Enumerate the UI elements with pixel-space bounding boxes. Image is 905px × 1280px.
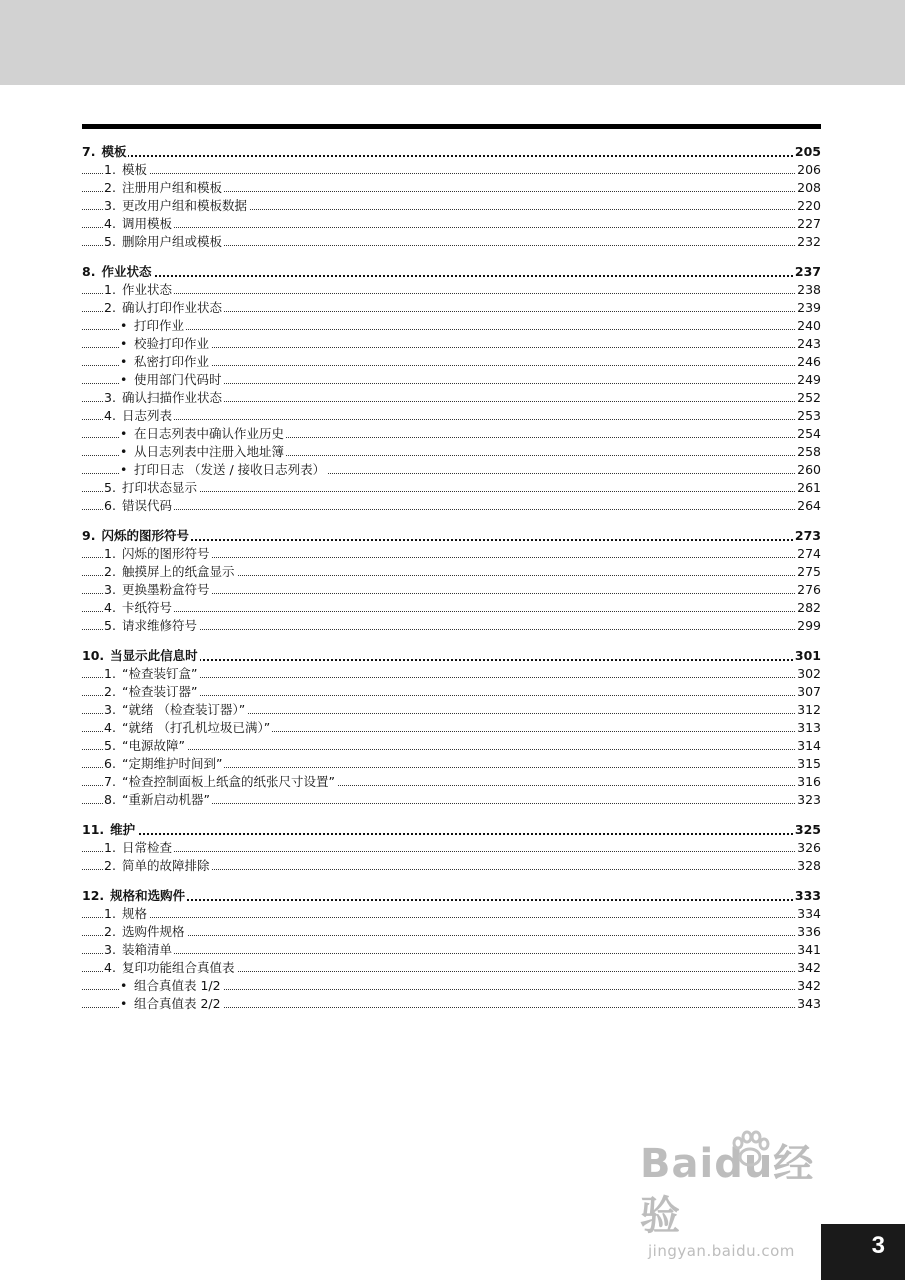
watermark-url: jingyan.baidu.com <box>648 1242 795 1260</box>
toc-subitem-row[interactable] <box>82 977 821 995</box>
toc-entry-number: 2. <box>104 924 116 939</box>
toc-entry-label <box>82 528 191 543</box>
toc-entry-number: 1. <box>104 546 116 561</box>
toc-subitem-row[interactable] <box>82 443 821 461</box>
section-gap <box>82 875 821 887</box>
toc-chapter-row[interactable] <box>82 263 821 281</box>
toc-entry-label <box>120 372 224 387</box>
toc-page-number: 342 <box>797 978 821 993</box>
toc-item-row[interactable] <box>82 839 821 857</box>
section-gap <box>82 635 821 647</box>
toc-page-number: 238 <box>797 282 821 297</box>
toc-item-row[interactable] <box>82 581 821 599</box>
toc-item-row[interactable] <box>82 197 821 215</box>
toc-subitem-row[interactable] <box>82 461 821 479</box>
dot-leader <box>82 833 821 835</box>
toc-page-number: 323 <box>797 792 821 807</box>
dot-leader <box>82 749 821 750</box>
toc-page-number: 206 <box>797 162 821 177</box>
toc-entry-number: 4. <box>104 720 116 735</box>
top-rule <box>82 124 821 129</box>
toc-entry-title: “就绪 （打孔机垃圾已满）” <box>122 720 271 735</box>
toc-entry-title: 打印作业 <box>134 318 185 333</box>
toc-page-number: 264 <box>797 498 821 513</box>
toc-page-number: 273 <box>794 528 821 543</box>
toc-entry-title: “定期维护时间到” <box>122 756 223 771</box>
toc-entry-title: 规格 <box>122 906 148 921</box>
bullet-icon: • <box>120 372 128 387</box>
toc-entry-title: “重新启动机器” <box>122 792 210 807</box>
toc-entry-label <box>104 666 199 681</box>
watermark-logo: Baidu经验 <box>640 1141 815 1239</box>
page-number: 3 <box>871 1232 885 1259</box>
toc-page-number: 325 <box>794 822 821 837</box>
toc-entry-label <box>104 198 249 213</box>
toc-page-number: 301 <box>794 648 821 663</box>
toc-page-number: 341 <box>797 942 821 957</box>
toc-entry-label <box>120 462 327 477</box>
toc-entry-label <box>104 498 174 513</box>
toc-item-row[interactable] <box>82 905 821 923</box>
toc-entry-title: “检查装订器” <box>122 684 198 699</box>
toc-item-row[interactable] <box>82 617 821 635</box>
toc-item-row[interactable] <box>82 233 821 251</box>
paw-icon <box>725 1130 775 1170</box>
toc-subitem-row[interactable] <box>82 371 821 389</box>
toc-entry-number: 1. <box>104 162 116 177</box>
bullet-icon: • <box>120 444 128 459</box>
toc-entry-title: “检查控制面板上纸盒的纸张尺寸设置” <box>122 774 335 789</box>
toc-entry-number: 3. <box>104 390 116 405</box>
toc-entry-title: 调用模板 <box>122 216 173 231</box>
dot-leader <box>82 611 821 612</box>
toc-entry-number: 1. <box>104 840 116 855</box>
toc-entry-number: 7. <box>82 144 96 159</box>
dot-leader <box>82 539 821 541</box>
toc-entry-title: 选购件规格 <box>122 924 185 939</box>
dot-leader <box>82 155 821 157</box>
toc-entry-label <box>104 564 237 579</box>
toc-entry-number: 1. <box>104 906 116 921</box>
toc-entry-title: 更改用户组和模板数据 <box>122 198 248 213</box>
toc-entry-title: 从日志列表中注册入地址簿 <box>134 444 285 459</box>
toc-page-number: 328 <box>797 858 821 873</box>
dot-leader <box>82 419 821 420</box>
toc-page-number: 307 <box>797 684 821 699</box>
toc-entry-label <box>104 162 149 177</box>
toc-page-number: 252 <box>797 390 821 405</box>
toc-page-number: 240 <box>797 318 821 333</box>
toc-entry-label <box>82 648 200 663</box>
toc-subitem-row[interactable] <box>82 353 821 371</box>
toc-page-number: 274 <box>797 546 821 561</box>
toc-entry-title: “检查装钉盒” <box>122 666 198 681</box>
toc-entry-label <box>120 354 211 369</box>
toc-entry-title: 删除用户组或模板 <box>122 234 223 249</box>
toc-entry-title: 模板 <box>101 144 127 159</box>
toc-entry-label <box>120 336 211 351</box>
toc-page-number: 312 <box>797 702 821 717</box>
toc-entry-label <box>120 318 186 333</box>
toc-entry-title: 装箱清单 <box>122 942 173 957</box>
bullet-icon: • <box>120 426 128 441</box>
toc-entry-title: 日常检查 <box>122 840 173 855</box>
toc-item-row[interactable] <box>82 755 821 773</box>
toc-page-number: 282 <box>797 600 821 615</box>
toc-entry-label <box>104 738 187 753</box>
toc-entry-label <box>104 546 212 561</box>
dot-leader <box>82 275 821 277</box>
toc-item-row[interactable] <box>82 683 821 701</box>
toc-item-row[interactable] <box>82 497 821 515</box>
toc-page-number: 258 <box>797 444 821 459</box>
toc-entry-number: 11. <box>82 822 105 837</box>
toc-entry-number: 9. <box>82 528 96 543</box>
toc-item-row[interactable] <box>82 479 821 497</box>
toc-subitem-row[interactable] <box>82 317 821 335</box>
toc-page-number: 260 <box>797 462 821 477</box>
toc-entry-label <box>82 888 187 903</box>
bullet-icon: • <box>120 354 128 369</box>
toc-entry-number: 12. <box>82 888 105 903</box>
toc-entry-title: 组合真值表 2/2 <box>134 996 221 1011</box>
toc-entry-number: 2. <box>104 300 116 315</box>
toc-page-number: 314 <box>797 738 821 753</box>
toc-item-row[interactable] <box>82 563 821 581</box>
toc-entry-title: 打印日志 （发送 / 接收日志列表） <box>134 462 326 477</box>
toc-entry-title: 使用部门代码时 <box>134 372 222 387</box>
toc-page-number: 313 <box>797 720 821 735</box>
toc-page-number: 275 <box>797 564 821 579</box>
toc-entry-label <box>82 822 137 837</box>
toc-entry-label <box>82 264 153 279</box>
toc-entry-title: 注册用户组和模板 <box>122 180 223 195</box>
toc-entry-title: 触摸屏上的纸盒显示 <box>122 564 235 579</box>
toc-entry-label <box>104 684 199 699</box>
toc-page-number: 326 <box>797 840 821 855</box>
toc-page-number: 316 <box>797 774 821 789</box>
toc-entry-number: 5. <box>104 234 116 249</box>
dot-leader <box>82 917 821 918</box>
toc-entry-title: 规格和选购件 <box>110 888 186 903</box>
toc-entry-number: 5. <box>104 738 116 753</box>
toc-entry-number: 2. <box>104 564 116 579</box>
toc-item-row[interactable] <box>82 923 821 941</box>
toc-entry-number: 5. <box>104 618 116 633</box>
dot-leader <box>82 899 821 901</box>
toc-item-row[interactable] <box>82 389 821 407</box>
toc-item-row[interactable] <box>82 599 821 617</box>
toc-subitem-row[interactable] <box>82 995 821 1013</box>
toc-entry-label <box>104 858 212 873</box>
toc-subitem-row[interactable] <box>82 425 821 443</box>
toc-entry-title: 确认扫描作业状态 <box>122 390 223 405</box>
toc-entry-number: 2. <box>104 858 116 873</box>
toc-item-row[interactable] <box>82 719 821 737</box>
toc-entry-number: 4. <box>104 408 116 423</box>
toc-entry-label <box>104 618 199 633</box>
toc-entry-number: 5. <box>104 480 116 495</box>
toc-entry-label <box>104 756 224 771</box>
toc-page-number: 342 <box>797 960 821 975</box>
toc-entry-label <box>104 480 199 495</box>
toc-entry-number: 4. <box>104 216 116 231</box>
bullet-icon: • <box>120 996 128 1011</box>
toc-item-row[interactable] <box>82 941 821 959</box>
toc-entry-label <box>104 408 174 423</box>
dot-leader <box>82 509 821 510</box>
toc-chapter-row[interactable] <box>82 887 821 905</box>
dot-leader <box>82 227 821 228</box>
toc-entry-title: 更换墨粉盒符号 <box>122 582 210 597</box>
toc-entry-label <box>104 582 212 597</box>
toc-entry-number: 4. <box>104 960 116 975</box>
toc-entry-title: 确认打印作业状态 <box>122 300 223 315</box>
toc-entry-number: 10. <box>82 648 105 663</box>
bullet-icon: • <box>120 978 128 993</box>
toc-item-row[interactable] <box>82 215 821 233</box>
toc-page-number: 208 <box>797 180 821 195</box>
toc-entry-number: 4. <box>104 600 116 615</box>
toc-page-number: 334 <box>797 906 821 921</box>
dot-leader <box>82 173 821 174</box>
toc-item-row[interactable] <box>82 161 821 179</box>
toc-page-number: 243 <box>797 336 821 351</box>
toc-entry-label <box>104 216 174 231</box>
toc-chapter-row[interactable] <box>82 647 821 665</box>
toc-page-number: 333 <box>794 888 821 903</box>
toc-entry-number: 8. <box>104 792 116 807</box>
dot-leader <box>82 935 821 936</box>
toc-entry-title: 闪烁的图形符号 <box>101 528 189 543</box>
toc-entry-label <box>104 702 247 717</box>
toc-entry-title: 在日志列表中确认作业历史 <box>134 426 285 441</box>
toc-entry-label <box>104 600 174 615</box>
toc-item-row[interactable] <box>82 857 821 875</box>
toc-entry-title: “电源故障” <box>122 738 185 753</box>
page-number-tab <box>821 1224 905 1280</box>
toc-page-number: 239 <box>797 300 821 315</box>
toc-item-row[interactable] <box>82 179 821 197</box>
toc-page-number: 232 <box>797 234 821 249</box>
watermark <box>640 1138 850 1260</box>
bullet-icon: • <box>120 462 128 477</box>
toc-entry-label <box>104 792 212 807</box>
toc-entry-title: 打印状态显示 <box>122 480 198 495</box>
toc-item-row[interactable] <box>82 701 821 719</box>
toc-chapter-row[interactable] <box>82 527 821 545</box>
toc-page-number: 220 <box>797 198 821 213</box>
toc-entry-number: 3. <box>104 582 116 597</box>
toc-entry-title: 维护 <box>110 822 136 837</box>
toc-page-number: 299 <box>797 618 821 633</box>
dot-leader <box>82 851 821 852</box>
toc-entry-title: 校验打印作业 <box>134 336 210 351</box>
toc-page-number: 315 <box>797 756 821 771</box>
toc-entry-label <box>104 390 224 405</box>
toc-entry-label <box>104 720 272 735</box>
toc-entry-title: 作业状态 <box>122 282 173 297</box>
toc-entry-title: “就绪 （检查装订器）” <box>122 702 246 717</box>
toc-item-row[interactable] <box>82 791 821 809</box>
toc-entry-title: 日志列表 <box>122 408 173 423</box>
toc-entry-number: 1. <box>104 282 116 297</box>
toc-entry-label <box>82 144 128 159</box>
toc-entry-title: 简单的故障排除 <box>122 858 210 873</box>
section-gap <box>82 515 821 527</box>
toc-entry-label <box>104 774 337 789</box>
dot-leader <box>82 329 821 330</box>
toc-entry-label <box>104 924 187 939</box>
toc-entry-number: 8. <box>82 264 96 279</box>
table-of-contents <box>82 143 821 1013</box>
toc-entry-label <box>104 942 174 957</box>
toc-entry-label <box>104 300 224 315</box>
toc-item-row[interactable] <box>82 299 821 317</box>
toc-page-number: 343 <box>797 996 821 1011</box>
toc-entry-title: 当显示此信息时 <box>110 648 198 663</box>
toc-entry-label <box>120 978 223 993</box>
toc-entry-number: 7. <box>104 774 116 789</box>
toc-entry-label <box>104 282 174 297</box>
toc-page-number: 246 <box>797 354 821 369</box>
toc-entry-number: 3. <box>104 198 116 213</box>
toc-page-number: 249 <box>797 372 821 387</box>
toc-page-number: 253 <box>797 408 821 423</box>
toc-entry-number: 1. <box>104 666 116 681</box>
toc-chapter-row[interactable] <box>82 143 821 161</box>
toc-page-number: 254 <box>797 426 821 441</box>
toc-entry-title: 闪烁的图形符号 <box>122 546 210 561</box>
section-gap <box>82 251 821 263</box>
toc-page-number: 227 <box>797 216 821 231</box>
toc-entry-number: 2. <box>104 684 116 699</box>
toc-page-number: 261 <box>797 480 821 495</box>
toc-chapter-row[interactable] <box>82 821 821 839</box>
toc-page-number: 237 <box>794 264 821 279</box>
toc-page-number: 336 <box>797 924 821 939</box>
toc-entry-label <box>104 960 237 975</box>
toc-item-row[interactable] <box>82 773 821 791</box>
toc-entry-title: 错误代码 <box>122 498 173 513</box>
toc-entry-label <box>120 444 286 459</box>
toc-entry-label <box>120 996 223 1011</box>
toc-item-row[interactable] <box>82 281 821 299</box>
toc-item-row[interactable] <box>82 959 821 977</box>
bullet-icon: • <box>120 336 128 351</box>
toc-item-row[interactable] <box>82 545 821 563</box>
toc-entry-number: 6. <box>104 498 116 513</box>
toc-entry-title: 组合真值表 1/2 <box>134 978 221 993</box>
toc-page-number: 302 <box>797 666 821 681</box>
toc-entry-number: 2. <box>104 180 116 195</box>
toc-entry-title: 作业状态 <box>101 264 152 279</box>
toc-item-row[interactable] <box>82 665 821 683</box>
toc-page-number: 205 <box>794 144 821 159</box>
toc-entry-label <box>120 426 286 441</box>
toc-entry-number: 3. <box>104 942 116 957</box>
dot-leader <box>82 953 821 954</box>
toc-page-number: 276 <box>797 582 821 597</box>
toc-entry-title: 请求维修符号 <box>122 618 198 633</box>
toc-subitem-row[interactable] <box>82 335 821 353</box>
toc-entry-label <box>104 180 224 195</box>
toc-entry-title: 复印功能组合真值表 <box>122 960 235 975</box>
dot-leader <box>82 293 821 294</box>
bullet-icon: • <box>120 318 128 333</box>
toc-entry-title: 私密打印作业 <box>134 354 210 369</box>
section-gap <box>82 809 821 821</box>
toc-entry-label <box>104 840 174 855</box>
toc-entry-label <box>104 234 224 249</box>
header-band <box>0 0 905 85</box>
toc-item-row[interactable] <box>82 407 821 425</box>
toc-entry-title: 卡纸符号 <box>122 600 173 615</box>
toc-entry-title: 模板 <box>122 162 148 177</box>
toc-entry-number: 3. <box>104 702 116 717</box>
toc-entry-label <box>104 906 149 921</box>
toc-item-row[interactable] <box>82 737 821 755</box>
toc-entry-number: 6. <box>104 756 116 771</box>
